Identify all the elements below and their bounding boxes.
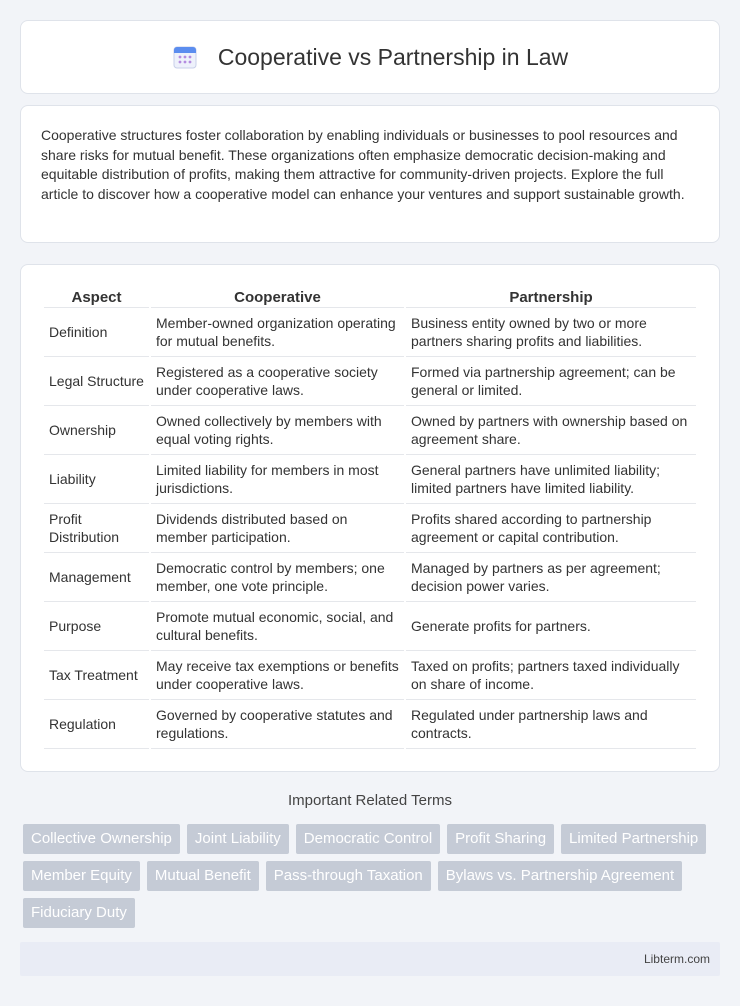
- partnership-cell: Profits shared according to partnership agreement or capital contribution.: [406, 504, 696, 553]
- calendar-icon: [172, 44, 198, 70]
- aspect-cell: Profit Distribution: [44, 504, 149, 553]
- partnership-cell: Formed via partnership agreement; can be general or limited.: [406, 357, 696, 406]
- partnership-cell: Regulated under partnership laws and contracts.: [406, 700, 696, 749]
- table-row: [44, 651, 696, 700]
- aspect-cell: Definition: [44, 308, 149, 357]
- table-row: [44, 602, 696, 651]
- cooperative-cell: Registered as a cooperative society under cooperative laws.: [151, 357, 404, 406]
- column-header-partnership: Partnership: [406, 285, 696, 308]
- cooperative-cell: Promote mutual economic, social, and cultural benefits.: [151, 602, 404, 651]
- partnership-cell: Business entity owned by two or more partners sharing profits and liabilities.: [406, 308, 696, 357]
- related-term-tag[interactable]: Fiduciary Duty: [23, 898, 135, 928]
- footer-site-link[interactable]: Libterm.com: [643, 952, 710, 966]
- partnership-cell: Generate profits for partners.: [406, 602, 696, 651]
- cooperative-cell: Governed by cooperative statutes and regulations.: [151, 700, 404, 749]
- partnership-cell: General partners have unlimited liability; limited partners have limited liability.: [406, 455, 696, 504]
- related-term-tag[interactable]: Limited Partnership: [561, 824, 706, 854]
- partnership-cell: Taxed on profits; partners taxed individually on share of income.: [406, 651, 696, 700]
- table-row: [44, 308, 696, 357]
- aspect-cell: Legal Structure: [44, 357, 149, 406]
- table-row: [44, 357, 696, 406]
- intro-section: [20, 105, 720, 243]
- aspect-cell: Tax Treatment: [44, 651, 149, 700]
- related-term-tag[interactable]: Joint Liability: [187, 824, 289, 854]
- table-row: [44, 553, 696, 602]
- cooperative-cell: Member-owned organization operating for mutual benefits.: [151, 308, 404, 357]
- related-term-tag[interactable]: Member Equity: [23, 861, 140, 891]
- cooperative-cell: Democratic control by members; one member, one vote principle.: [151, 553, 404, 602]
- table-row: [44, 455, 696, 504]
- comparison-table-card: [20, 264, 720, 772]
- page-header: [20, 20, 720, 94]
- related-term-tag[interactable]: Democratic Control: [296, 824, 440, 854]
- aspect-cell: Liability: [44, 455, 149, 504]
- partnership-cell: Owned by partners with ownership based on agreement share.: [406, 406, 696, 455]
- cooperative-cell: Dividends distributed based on member participation.: [151, 504, 404, 553]
- cooperative-cell: May receive tax exemptions or benefits under cooperative laws.: [151, 651, 404, 700]
- cooperative-cell: Limited liability for members in most jurisdictions.: [151, 455, 404, 504]
- related-term-tag[interactable]: Collective Ownership: [23, 824, 180, 854]
- aspect-cell: Regulation: [44, 700, 149, 749]
- page-title: Cooperative vs Partnership in Law: [217, 43, 569, 70]
- aspect-cell: Purpose: [44, 602, 149, 651]
- intro-text: Cooperative structures foster collaboration by enabling individuals or businesses to pool resources and share risks for mutual benefit. These organizations often emphasize democratic decision-making and equitable distribution of profits, making them attractive for community-driven projects. Explore the full article to discover how a cooperative model can enhance your ventures and support sustainable growth.: [41, 127, 685, 202]
- column-header-cooperative: Cooperative: [151, 285, 404, 308]
- related-term-tag[interactable]: Pass-through Taxation: [266, 861, 431, 891]
- table-row: [44, 700, 696, 749]
- aspect-cell: Management: [44, 553, 149, 602]
- table-header-row: [44, 285, 696, 308]
- related-term-tag[interactable]: Mutual Benefit: [147, 861, 259, 891]
- comparison-table: [42, 285, 698, 749]
- column-header-aspect: Aspect: [44, 285, 149, 308]
- related-terms-title: Important Related Terms: [288, 792, 452, 809]
- page-footer: [20, 942, 720, 976]
- table-row: [44, 504, 696, 553]
- partnership-cell: Managed by partners as per agreement; decision power varies.: [406, 553, 696, 602]
- aspect-cell: Ownership: [44, 406, 149, 455]
- related-terms-list: [23, 824, 723, 928]
- cooperative-cell: Owned collectively by members with equal voting rights.: [151, 406, 404, 455]
- related-term-tag[interactable]: Bylaws vs. Partnership Agreement: [438, 861, 682, 891]
- related-term-tag[interactable]: Profit Sharing: [447, 824, 554, 854]
- table-row: [44, 406, 696, 455]
